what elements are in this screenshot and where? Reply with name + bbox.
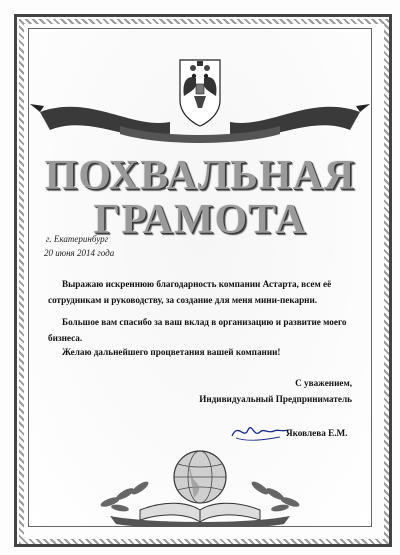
date-label: 20 июня 2014 года: [44, 248, 115, 258]
eagle-crest-icon: [0, 34, 400, 154]
signer-title: Индивидуальный Предприниматель: [199, 394, 352, 404]
globe-book-laurel-icon: [70, 432, 330, 527]
paragraph-wishes: Желаю дальнейшего процветания вашей компании!: [62, 347, 281, 357]
title-line-2: ГРАМОТА: [93, 197, 307, 243]
city-label: г. Екатеринбург: [46, 234, 109, 244]
paragraph-gratitude: Выражаю искреннюю благодарность компании Астарта, всем её сотрудникам и руководству, за создание для меня мини-пекарни.: [48, 279, 332, 305]
signer-name: Яковлева Е.М.: [286, 428, 348, 438]
paragraph-thanks: Большое вам спасибо за ваш вклад в организацию и развитие моего бизнеса.: [48, 317, 347, 343]
title-line-1: ПОХВАЛЬНАЯ: [44, 153, 356, 199]
closing-line: С уважением,: [295, 378, 352, 388]
